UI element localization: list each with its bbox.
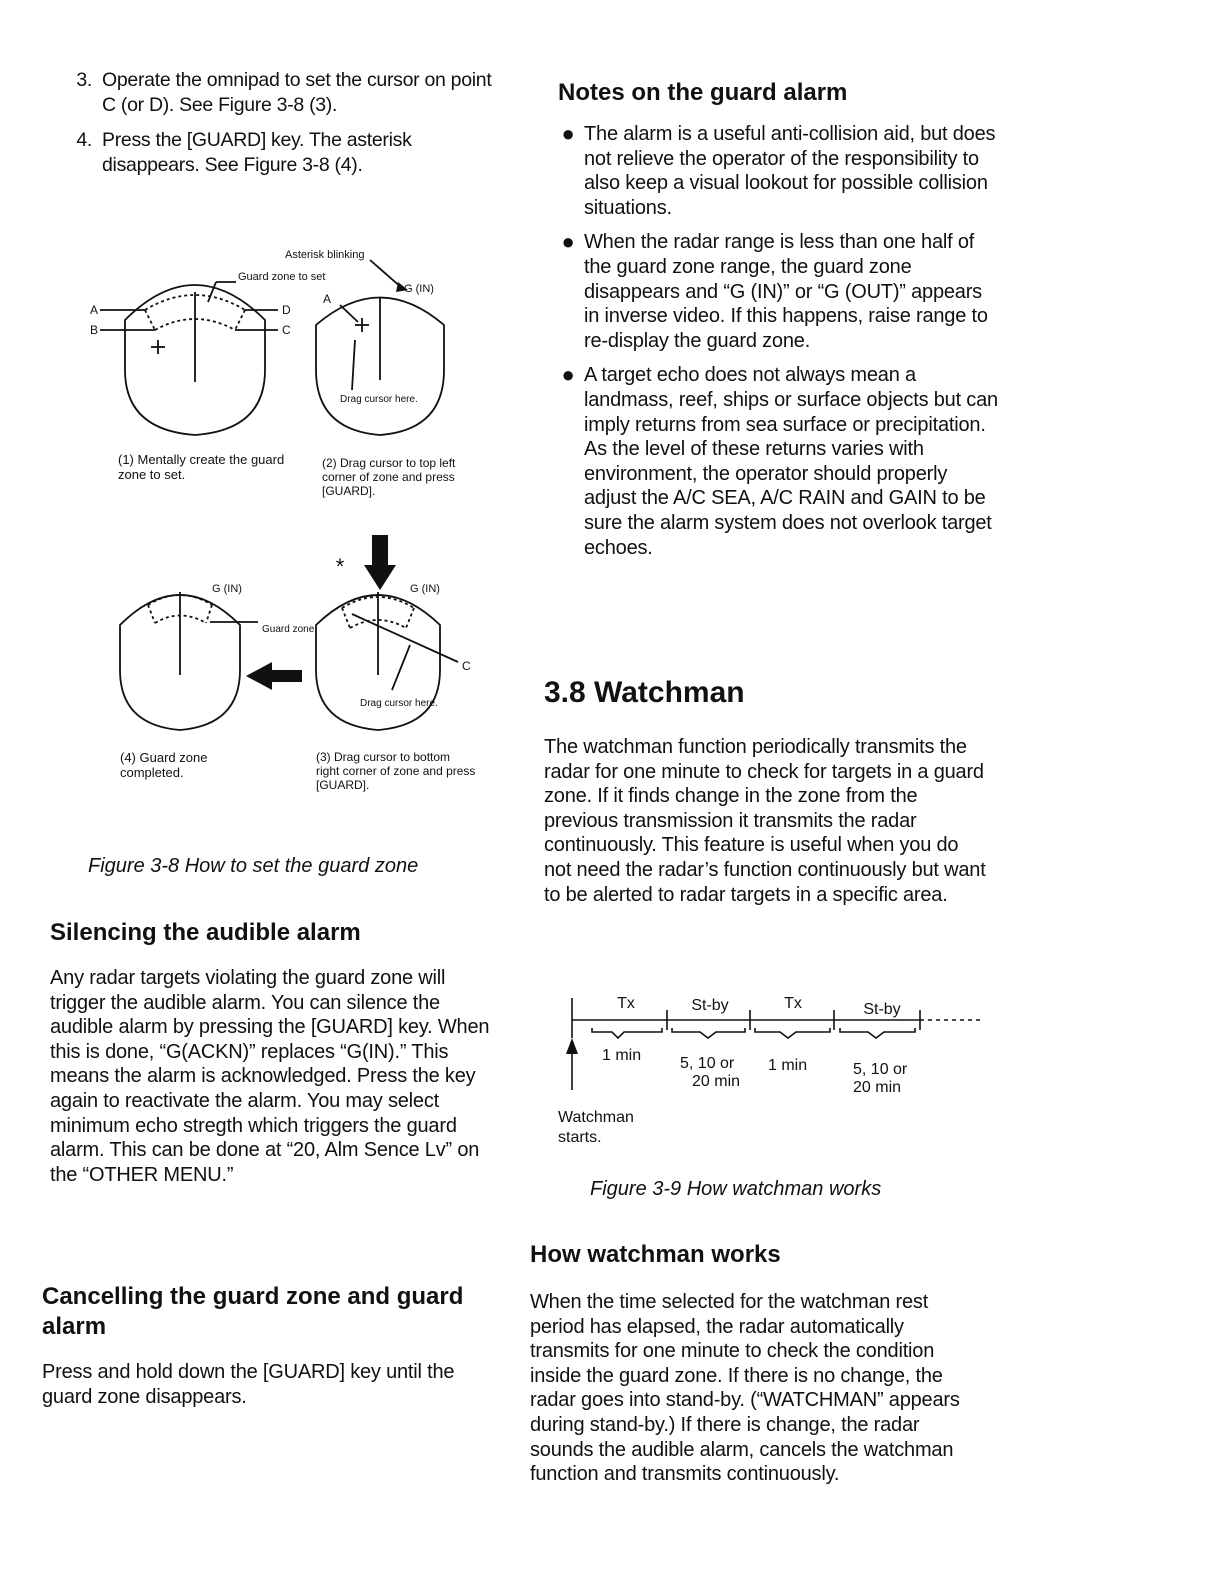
tx-label-2: Tx [784,995,802,1012]
label-c3: C [462,659,471,673]
bullet-icon: ● [561,121,575,146]
silencing-heading: Silencing the audible alarm [50,919,361,946]
drag-cursor-label-3: Drag cursor here. [360,698,438,709]
how-body: When the time selected for the watchman rest period has elapsed, the radar automatically transmits for one minute to check the condition inside the guard zone. If there is no change, the radar goes into stand-by. (“WATCHMAN” appears during stand-by.) If there is change, the radar sounds the audible alarm, cancels the watchman function and transmits continuously. [530,1291,960,1486]
stby-time-1b: 20 min [692,1073,741,1090]
stby-label-1: St-by [691,997,729,1014]
left-arrow-icon [246,662,302,690]
watchman-starts-2: starts. [558,1129,602,1146]
step-3 [40,68,500,118]
list-item: ● The alarm is a useful anti-collision aid, but does not relieve the operator of the responsibility to also keep a visual lookout for possible collision situations. [552,122,1002,220]
g-in-label-4: G (IN) [212,583,242,595]
drag-pointer-3 [392,645,410,690]
notes-heading: Notes on the guard alarm [558,79,848,106]
panel-2-caption: (2) Drag cursor to top left corner of zone and press [GUARD]. [322,456,456,498]
label-c: C [282,323,291,337]
label-b: B [90,323,99,337]
step-number: 4. [76,129,92,151]
drag-cursor-label-2: Drag cursor here. [340,394,418,405]
panel-3-caption: (3) Drag cursor to bottom right corner of zone and press [GUARD]. [316,750,476,792]
brace-tx-1 [592,1028,662,1038]
brace-stby-2 [840,1028,915,1038]
asterisk-pointer [370,260,402,288]
list-item: ● When the radar range is less than one half of the guard zone range, the guard zone disappears and “G (IN)” or “G (OUT)” appears in inverse video. If this happens, raise range to re-display the guard zone. [552,230,1002,353]
tx-time-1: 1 min [602,1047,642,1064]
step-number: 3. [76,69,92,91]
bullet-icon: ● [561,229,575,255]
drag-pointer-2 [352,340,355,390]
tx-time-2: 1 min [768,1057,808,1074]
figure-3-9-caption: Figure 3-9 How watchman works [590,1178,882,1200]
pointer-zone [208,282,216,302]
down-arrow-icon [364,535,396,590]
stby-time-2b: 20 min [853,1079,902,1096]
brace-stby-1 [672,1028,745,1038]
notes-list [552,122,1002,560]
cancelling-section [42,1282,502,1409]
step-text: Press the [GUARD] key. The asterisk disappears. See Figure 3-8 (4). [102,129,412,176]
g-in-label-3: G (IN) [410,583,440,595]
tx-label-1: Tx [617,995,635,1012]
stby-label-2: St-by [863,1001,901,1018]
step-text: Operate the omnipad to set the cursor on point C (or D). See Figure 3-8 (3). [102,69,492,116]
brace-tx-2 [755,1028,830,1038]
notes-section [528,78,998,570]
silencing-section [50,918,500,1187]
bullet-icon: ● [561,362,575,388]
step-4 [40,128,500,178]
panel-4-caption: (4) Guard zone completed. [120,750,208,780]
g-in-label-2: G (IN) [404,283,434,295]
stby-time-2a: 5, 10 or [853,1061,908,1078]
label-a2: A [323,292,332,306]
cancelling-heading: Cancelling the guard zone and guard alarm [42,1283,464,1340]
guard-zone-label: Guard zone [262,624,315,635]
watchman-body: The watchman function periodically transmits the radar for one minute to check for targets in a guard zone. If it finds change in the zone from the previous transmission it transmits the radar continuously. This feature is useful when you do not need the radar’s function continuously but want to be alerted to radar targets in a specific area. [544,736,986,906]
list-item: ● A target echo does not always mean a landmass, reef, ships or surface objects but can imply returns from sea surface or precipitation. As the level of these returns varies with environment, the operator should properly adjust the A/C SEA, A/C RAIN and GAIN to be sure the alarm system does not overlook target echoes. [552,363,1002,560]
pointer-a2 [340,305,358,322]
asterisk-label: Asterisk blinking [285,249,365,261]
stby-time-1a: 5, 10 or [680,1055,735,1072]
silencing-body: Any radar targets violating the guard zone will trigger the audible alarm. You can silence the audible alarm by pressing the [GUARD] key. When this is done, “G(ACKN)” replaces “G(IN).” This means the alarm is acknowledged. Press the key again to reactivate the alarm. You may select minimum echo stregth which triggers the guard alarm. This can be done at “20, Alm Sence Lv” on the “OTHER MENU.” [50,967,490,1186]
guard-zone-to-set-label [238,271,325,283]
how-section [530,1240,975,1487]
cancelling-body: Press and hold down the [GUARD] key until the guard zone disappears. [42,1361,455,1408]
label-d: D [282,303,291,317]
figure-3-8 [0,230,520,830]
drag-line-c [352,614,458,662]
label-a: A [90,303,99,317]
watchman-heading: 3.8 Watchman [544,676,745,709]
how-heading: How watchman works [530,1241,781,1268]
left-column [40,68,500,188]
guard-zone-to-set-text: Guard zone to set [238,271,326,283]
figure-3-8-caption: Figure 3-8 How to set the guard zone [88,855,419,877]
watchman-starts-1: Watchman [558,1109,634,1126]
asterisk-mark-3: * [335,554,345,579]
start-arrowhead [566,1038,578,1054]
panel-1-caption: (1) Mentally create the guard zone to set. [118,452,285,482]
watchman-section [544,675,989,907]
figure-3-9 [550,990,990,1160]
